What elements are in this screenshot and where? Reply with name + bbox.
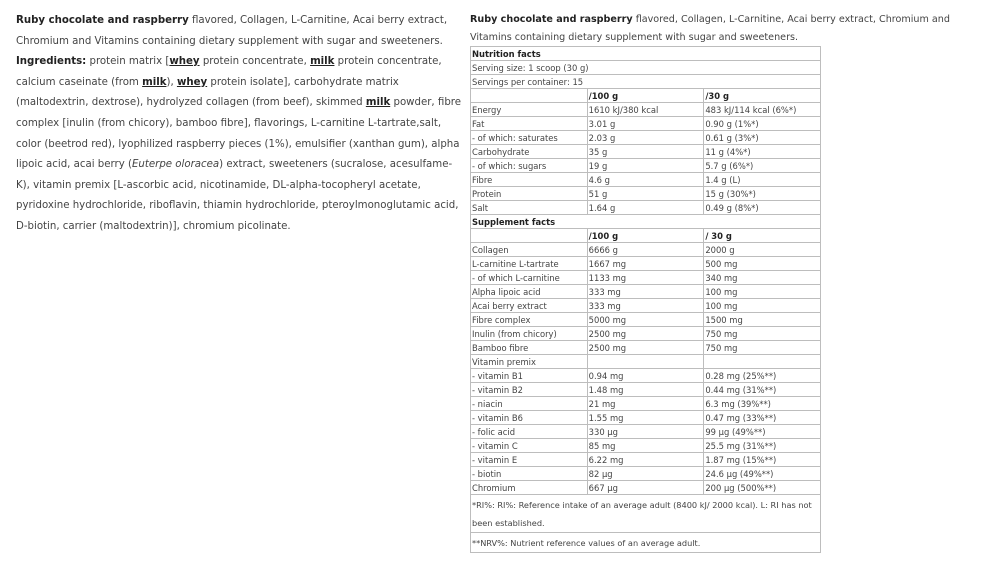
latin-name: Euterpe oloracea <box>131 159 220 171</box>
supplement-row <box>471 313 821 327</box>
ingredients-label: Ingredients: <box>16 56 87 68</box>
row-value: 0.90 g (1%*) <box>704 117 821 131</box>
row-value: 1.64 g <box>587 201 704 215</box>
nutrition-facts-title: Nutrition facts <box>471 47 821 61</box>
facts-panel <box>470 11 990 553</box>
facts-table <box>470 46 821 553</box>
row-value: 5.7 g (6%*) <box>704 159 821 173</box>
row-label: Bamboo fibre <box>471 341 588 355</box>
row-value: 35 g <box>587 145 704 159</box>
row-value: 500 mg <box>704 257 821 271</box>
header-cell: /30 g <box>704 89 821 103</box>
row-label: - biotin <box>471 467 588 481</box>
facts-intro <box>470 11 990 47</box>
servings-per-container: Servings per container: 15 <box>471 75 821 89</box>
supplement-row <box>471 327 821 341</box>
nutrition-row <box>471 201 821 215</box>
row-label: - vitamin B1 <box>471 369 588 383</box>
row-value: 24.6 µg (49%**) <box>704 467 821 481</box>
allergen-milk: milk <box>365 97 391 109</box>
row-value: 1.87 mg (15%**) <box>704 453 821 467</box>
row-label: Energy <box>471 103 588 117</box>
allergen-milk: milk <box>142 76 167 88</box>
empty-cell <box>704 355 821 369</box>
supplement-row <box>471 285 821 299</box>
allergen-milk: milk <box>310 56 335 68</box>
nutrition-row <box>471 187 821 201</box>
row-value: 85 mg <box>587 439 704 453</box>
supplement-row <box>471 257 821 271</box>
row-label: - of which: saturates <box>471 131 588 145</box>
nutrition-row <box>471 145 821 159</box>
row-label: Collagen <box>471 243 588 257</box>
vitamin-row <box>471 467 821 481</box>
row-value: 1500 mg <box>704 313 821 327</box>
supplement-facts-title: Supplement facts <box>471 215 821 229</box>
nutrition-row <box>471 173 821 187</box>
ingredients-segment: protein concentrate, <box>199 56 311 68</box>
nutrition-header-row <box>471 89 821 103</box>
nrv-note: **NRV%: Nutrient reference values of an average adult. <box>471 533 821 553</box>
row-value: 0.61 g (3%*) <box>704 131 821 145</box>
row-value: 483 kJ/114 kcal (6%*) <box>704 103 821 117</box>
vitamin-row <box>471 453 821 467</box>
product-flavor-title: Ruby chocolate and raspberry <box>16 15 189 26</box>
supplement-row <box>471 243 821 257</box>
row-value: 2500 mg <box>587 327 704 341</box>
vitamin-premix-label: Vitamin premix <box>471 355 588 369</box>
empty-cell <box>587 355 704 369</box>
row-label: - vitamin B2 <box>471 383 588 397</box>
row-label: Fat <box>471 117 588 131</box>
row-value: 100 mg <box>704 299 821 313</box>
row-value: 6.22 mg <box>587 453 704 467</box>
row-label: Inulin (from chicory) <box>471 327 588 341</box>
ingredients-segment: powder, fibre complex [inulin (from chicory), bamboo fibre], flavorings, L-carnitine L-tartrate,salt, color (beetrod red), lyophilized raspberry pieces (1%), emulsifier (xanthan gum), alpha lipoic acid, acai berry ( <box>16 97 462 171</box>
row-value: 667 µg <box>587 481 704 495</box>
vitamin-row <box>471 369 821 383</box>
row-value: 1.48 mg <box>587 383 704 397</box>
row-label: Protein <box>471 187 588 201</box>
row-label: L-carnitine L-tartrate <box>471 257 588 271</box>
row-value: 1610 kJ/380 kcal <box>587 103 704 117</box>
row-value: 51 g <box>587 187 704 201</box>
row-value: 99 µg (49%**) <box>704 425 821 439</box>
row-value: 0.28 mg (25%**) <box>704 369 821 383</box>
row-value: 330 µg <box>587 425 704 439</box>
product-description: flavored, Collagen, L-Carnitine, Acai berry extract, Chromium and Vitamins containing dietary supplement with sugar and sweeteners. <box>16 15 448 47</box>
allergen-whey: whey <box>176 76 208 88</box>
row-value: 82 µg <box>587 467 704 481</box>
header-cell <box>471 89 588 103</box>
vitamin-row <box>471 397 821 411</box>
supplement-row <box>471 271 821 285</box>
serving-size: Serving size: 1 scoop (30 g) <box>471 61 821 75</box>
row-value: 5000 mg <box>587 313 704 327</box>
row-value: 0.49 g (8%*) <box>704 201 821 215</box>
vitamin-row <box>471 425 821 439</box>
row-value: 200 µg (500%**) <box>704 481 821 495</box>
row-label: - of which L-carnitine <box>471 271 588 285</box>
row-value: 21 mg <box>587 397 704 411</box>
row-value: 6.3 mg (39%**) <box>704 397 821 411</box>
supplement-row <box>471 299 821 313</box>
facts-intro-title: Ruby chocolate and raspberry <box>470 14 633 25</box>
ingredients-segment: protein concentrate, calcium caseinate (from <box>16 56 442 88</box>
row-value: 11 g (4%*) <box>704 145 821 159</box>
ingredients-panel <box>16 11 464 238</box>
nutrition-row <box>471 103 821 117</box>
row-value: 100 mg <box>704 285 821 299</box>
row-value: 19 g <box>587 159 704 173</box>
row-value: 333 mg <box>587 299 704 313</box>
row-value: 750 mg <box>704 341 821 355</box>
row-label: - vitamin B6 <box>471 411 588 425</box>
row-label: - niacin <box>471 397 588 411</box>
row-value: 25.5 mg (31%**) <box>704 439 821 453</box>
row-value: 1133 mg <box>587 271 704 285</box>
row-value: 2000 g <box>704 243 821 257</box>
nutrition-row <box>471 131 821 145</box>
facts-intro-text: flavored, Collagen, L-Carnitine, Acai berry extract, Chromium and Vitamins containing dietary supplement with sugar and sweeteners. <box>470 14 950 43</box>
row-label: - vitamin E <box>471 453 588 467</box>
row-label: Fibre <box>471 173 588 187</box>
header-cell: /100 g <box>587 89 704 103</box>
row-value: 2.03 g <box>587 131 704 145</box>
vitamin-row <box>471 411 821 425</box>
row-value: 1.4 g (L) <box>704 173 821 187</box>
row-value: 3.01 g <box>587 117 704 131</box>
ingredients-segment: ), <box>166 76 177 88</box>
row-value: 15 g (30%*) <box>704 187 821 201</box>
row-label: Salt <box>471 201 588 215</box>
row-value: 0.44 mg (31%**) <box>704 383 821 397</box>
row-value: 1667 mg <box>587 257 704 271</box>
row-label: Acai berry extract <box>471 299 588 313</box>
row-value: 2500 mg <box>587 341 704 355</box>
nutrition-row <box>471 159 821 173</box>
row-label: Carbohydrate <box>471 145 588 159</box>
ingredients-segment: protein matrix [ <box>86 56 170 68</box>
supplement-row <box>471 341 821 355</box>
ingredients-segment: protein isolate], carbohydrate matrix (maltodextrin, dextrose), hydrolyzed collagen (from beef), skimmed <box>16 76 399 109</box>
vitamin-row <box>471 439 821 453</box>
row-label: - folic acid <box>471 425 588 439</box>
row-value: 0.47 mg (33%**) <box>704 411 821 425</box>
reference-intake-note: *RI%: RI%: Reference intake of an average adult (8400 kJ/ 2000 kcal). L: RI has not been established. <box>471 495 821 533</box>
row-value: 1.55 mg <box>587 411 704 425</box>
header-cell <box>471 229 588 243</box>
ingredients-segment: ) extract, sweeteners (sucralose, acesulfame-K), vitamin premix [L-ascorbic acid, nicotinamide, DL-alpha-tocopheryl acetate, pyridoxine hydrochloride, riboflavin, thiamin hydrochloride, pteroylmonoglutamic acid, D-biotin, carrier (maltodextrin)], chromium picolinate. <box>16 159 459 232</box>
row-label: - vitamin C <box>471 439 588 453</box>
row-value: 6666 g <box>587 243 704 257</box>
allergen-whey: whey <box>169 56 200 68</box>
row-value: 4.6 g <box>587 173 704 187</box>
row-label: Fibre complex <box>471 313 588 327</box>
row-label: - of which: sugars <box>471 159 588 173</box>
supplement-header-row <box>471 229 821 243</box>
vitamin-row <box>471 481 821 495</box>
ingredients-text <box>16 11 464 238</box>
row-value: 0.94 mg <box>587 369 704 383</box>
row-value: 340 mg <box>704 271 821 285</box>
row-label: Chromium <box>471 481 588 495</box>
row-value: 750 mg <box>704 327 821 341</box>
header-cell: / 30 g <box>704 229 821 243</box>
row-value: 333 mg <box>587 285 704 299</box>
header-cell: /100 g <box>587 229 704 243</box>
row-label: Alpha lipoic acid <box>471 285 588 299</box>
nutrition-row <box>471 117 821 131</box>
vitamin-row <box>471 383 821 397</box>
